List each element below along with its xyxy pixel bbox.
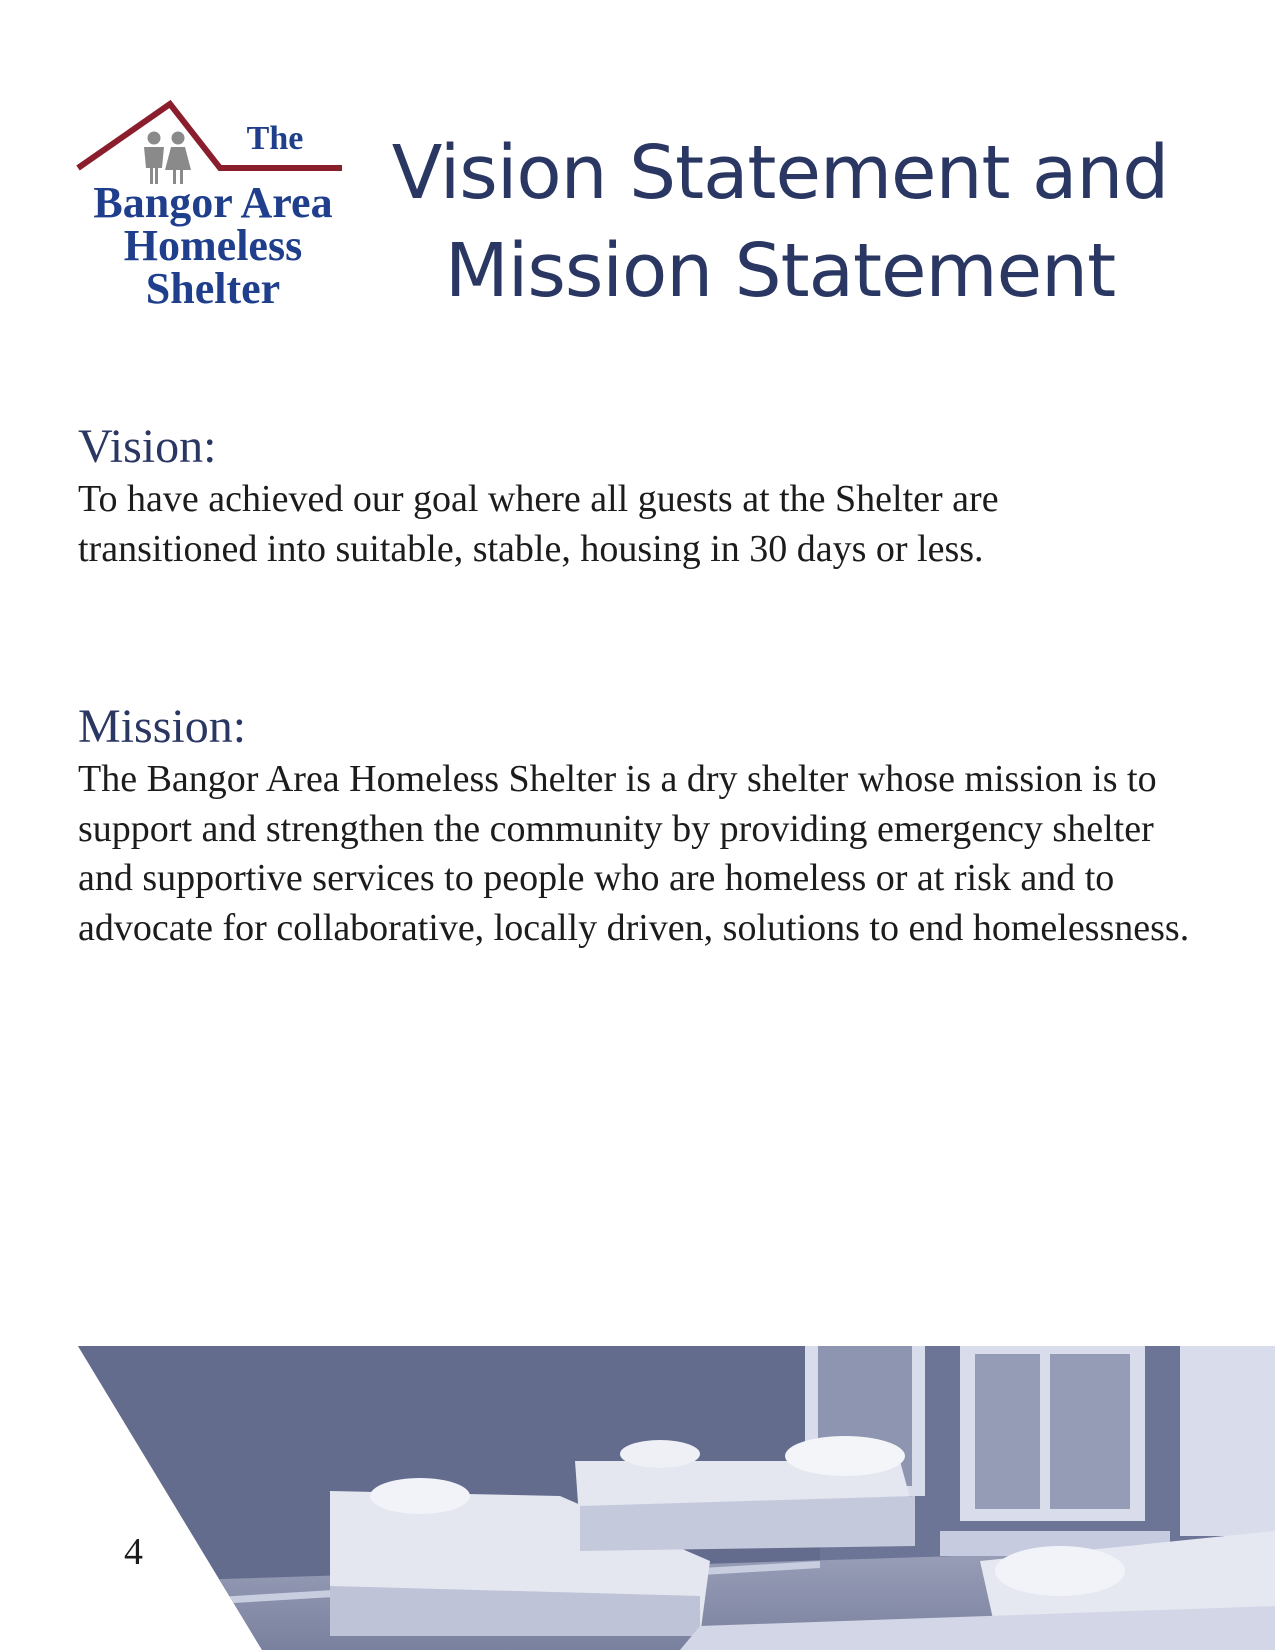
vision-text: To have achieved our goal where all guests at the Shelter are transitioned into suitable, stable, housing in 30 days or less.	[78, 478, 999, 570]
page-title-line-2: Mission Statement	[444, 228, 1116, 314]
logo-text-homeless: Homeless	[123, 221, 303, 270]
page-title-line-1: Vision Statement and	[391, 130, 1169, 216]
mission-text: The Bangor Area Homeless Shelter is a dry shelter whose mission is to support and strengthen the community by providing emergency shelter and supportive services to people who are homeless or at risk and to advocate for collaborative, locally driven, solutions to end homelessness.	[78, 758, 1190, 949]
page-title	[380, 124, 1180, 320]
people-icon	[144, 132, 191, 185]
mission-heading: Mission:	[78, 700, 247, 753]
vision-heading: Vision:	[78, 420, 217, 473]
logo-text-the: The	[246, 120, 304, 157]
shelter-bedroom-photo	[0, 1346, 1275, 1650]
page-number: 4	[124, 1531, 143, 1573]
shelter-logo	[70, 98, 350, 313]
logo-text-shelter: Shelter	[145, 264, 281, 313]
logo-text-bangor-area: Bangor Area	[93, 178, 333, 227]
